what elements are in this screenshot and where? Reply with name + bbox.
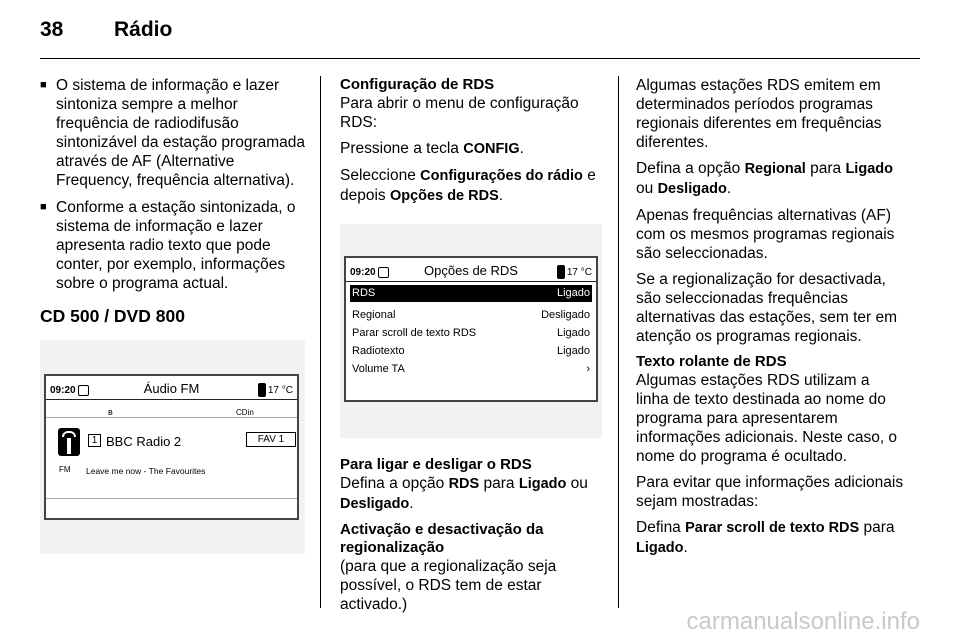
display-status-bar: [46, 376, 297, 400]
column-2: [340, 76, 602, 621]
display-divider: [46, 498, 297, 499]
heading-rds-toggle: Para ligar e desligar o RDS: [340, 456, 532, 473]
station-name: BBC Radio 2: [106, 434, 182, 449]
temperature: 17 °C: [267, 385, 293, 396]
paragraph: Defina a opção Regional para Ligado ou Desligado.: [636, 160, 893, 197]
menu-item-regional[interactable]: Regional Desligado: [352, 309, 590, 321]
menu-item-rds[interactable]: RDS Ligado: [350, 285, 592, 302]
paragraph: Seleccione Configurações do rádio e depois Opções de RDS.: [340, 167, 596, 204]
paragraph: Algumas estações RDS utilizam a linha de texto destinada ao nome do programa para apresentarem informações adicionais. Neste caso, o nome do programa é ocultado.: [636, 372, 898, 465]
thermometer-icon: [557, 265, 565, 279]
paragraph: (para que a regionalização seja possível, o RDS tem de estar activado.): [340, 558, 557, 613]
bullet-square-icon: ■: [40, 79, 47, 91]
paragraph: Defina Parar scroll de texto RDS para Ligado.: [636, 519, 895, 556]
watermark: carmanualsonline.info: [686, 608, 920, 635]
fav-button[interactable]: FAV 1: [246, 432, 296, 447]
heading-rds-config: Configuração de RDS: [340, 76, 495, 93]
rds-options-screen-figure: [340, 224, 602, 438]
screen-title: Opções de RDS: [424, 263, 518, 278]
preset-number: 1: [88, 434, 101, 447]
page-title: Rádio: [114, 18, 173, 41]
paragraph: Para evitar que informações adicionais sejam mostradas:: [636, 474, 904, 510]
chevron-right-icon: ›: [586, 363, 590, 375]
column-divider: [320, 76, 321, 608]
display-status-bar: [346, 258, 596, 282]
paragraph: Algumas estações RDS emitem em determinados períodos programas regionais diferentes em frequências diferentes.: [636, 77, 882, 151]
clock: 09:20: [50, 385, 76, 396]
section-heading: CD 500 / DVD 800: [40, 306, 185, 326]
bullet-item: ■ Conforme a estação sintonizada, o sistema de informação e lazer apresenta radio texto que pode conter, por exemplo, informações sobre o programa actual.: [40, 199, 296, 292]
bullet-item: ■ O sistema de informação e lazer sintoniza sempre a melhor frequência de radiodifusão sintonizável da estação programada através de AF (Alternative Frequency, frequência alternativa).: [40, 77, 306, 189]
audio-fm-display: [44, 374, 299, 520]
column-divider: [618, 76, 619, 608]
menu-item-volume-ta[interactable]: Volume TA ›: [350, 361, 592, 378]
paragraph: Para abrir o menu de configuração RDS:: [340, 95, 579, 131]
screen-title: Áudio FM: [143, 381, 200, 396]
info-bar: [46, 400, 297, 418]
thermometer-icon: [258, 383, 266, 397]
menu-item-radiotext[interactable]: Radiotexto Ligado: [352, 345, 590, 357]
band-label: FM: [59, 465, 71, 474]
menu-item-scroll-text[interactable]: Parar scroll de texto RDS Ligado: [352, 327, 590, 339]
bullet-square-icon: ■: [40, 201, 47, 213]
column-3: [636, 76, 906, 565]
paragraph: Pressione a tecla CONFIG.: [340, 140, 524, 157]
column-1: [40, 76, 305, 554]
paragraph: Se a regionalização for desactivada, são seleccionadas frequências alternativas das estações, sem ter em atenção os programas regionais.: [636, 271, 898, 345]
audio-fm-screen-figure: [40, 340, 305, 554]
temperature: 17 °C: [566, 267, 592, 278]
page-number: 38: [40, 18, 64, 41]
radiotext: Leave me now - The Favourites: [86, 466, 206, 476]
cdin-indicator: CDin: [236, 408, 254, 417]
header-rule: [40, 58, 920, 59]
radio-antenna-icon: [58, 428, 80, 456]
heading-rds-scroll-text: Texto rolante de RDS: [636, 353, 787, 370]
clock: 09:20: [350, 267, 376, 278]
rds-options-display: [344, 256, 598, 402]
paragraph: Defina a opção RDS para Ligado ou Desligado.: [340, 475, 588, 512]
bluetooth-icon: ʙ: [108, 407, 113, 417]
heading-regionalization: Activação e desactivação da regionalização: [340, 521, 544, 556]
paragraph: Apenas frequências alternativas (AF) com os mesmos programas regionais são seleccionadas.: [636, 207, 895, 262]
